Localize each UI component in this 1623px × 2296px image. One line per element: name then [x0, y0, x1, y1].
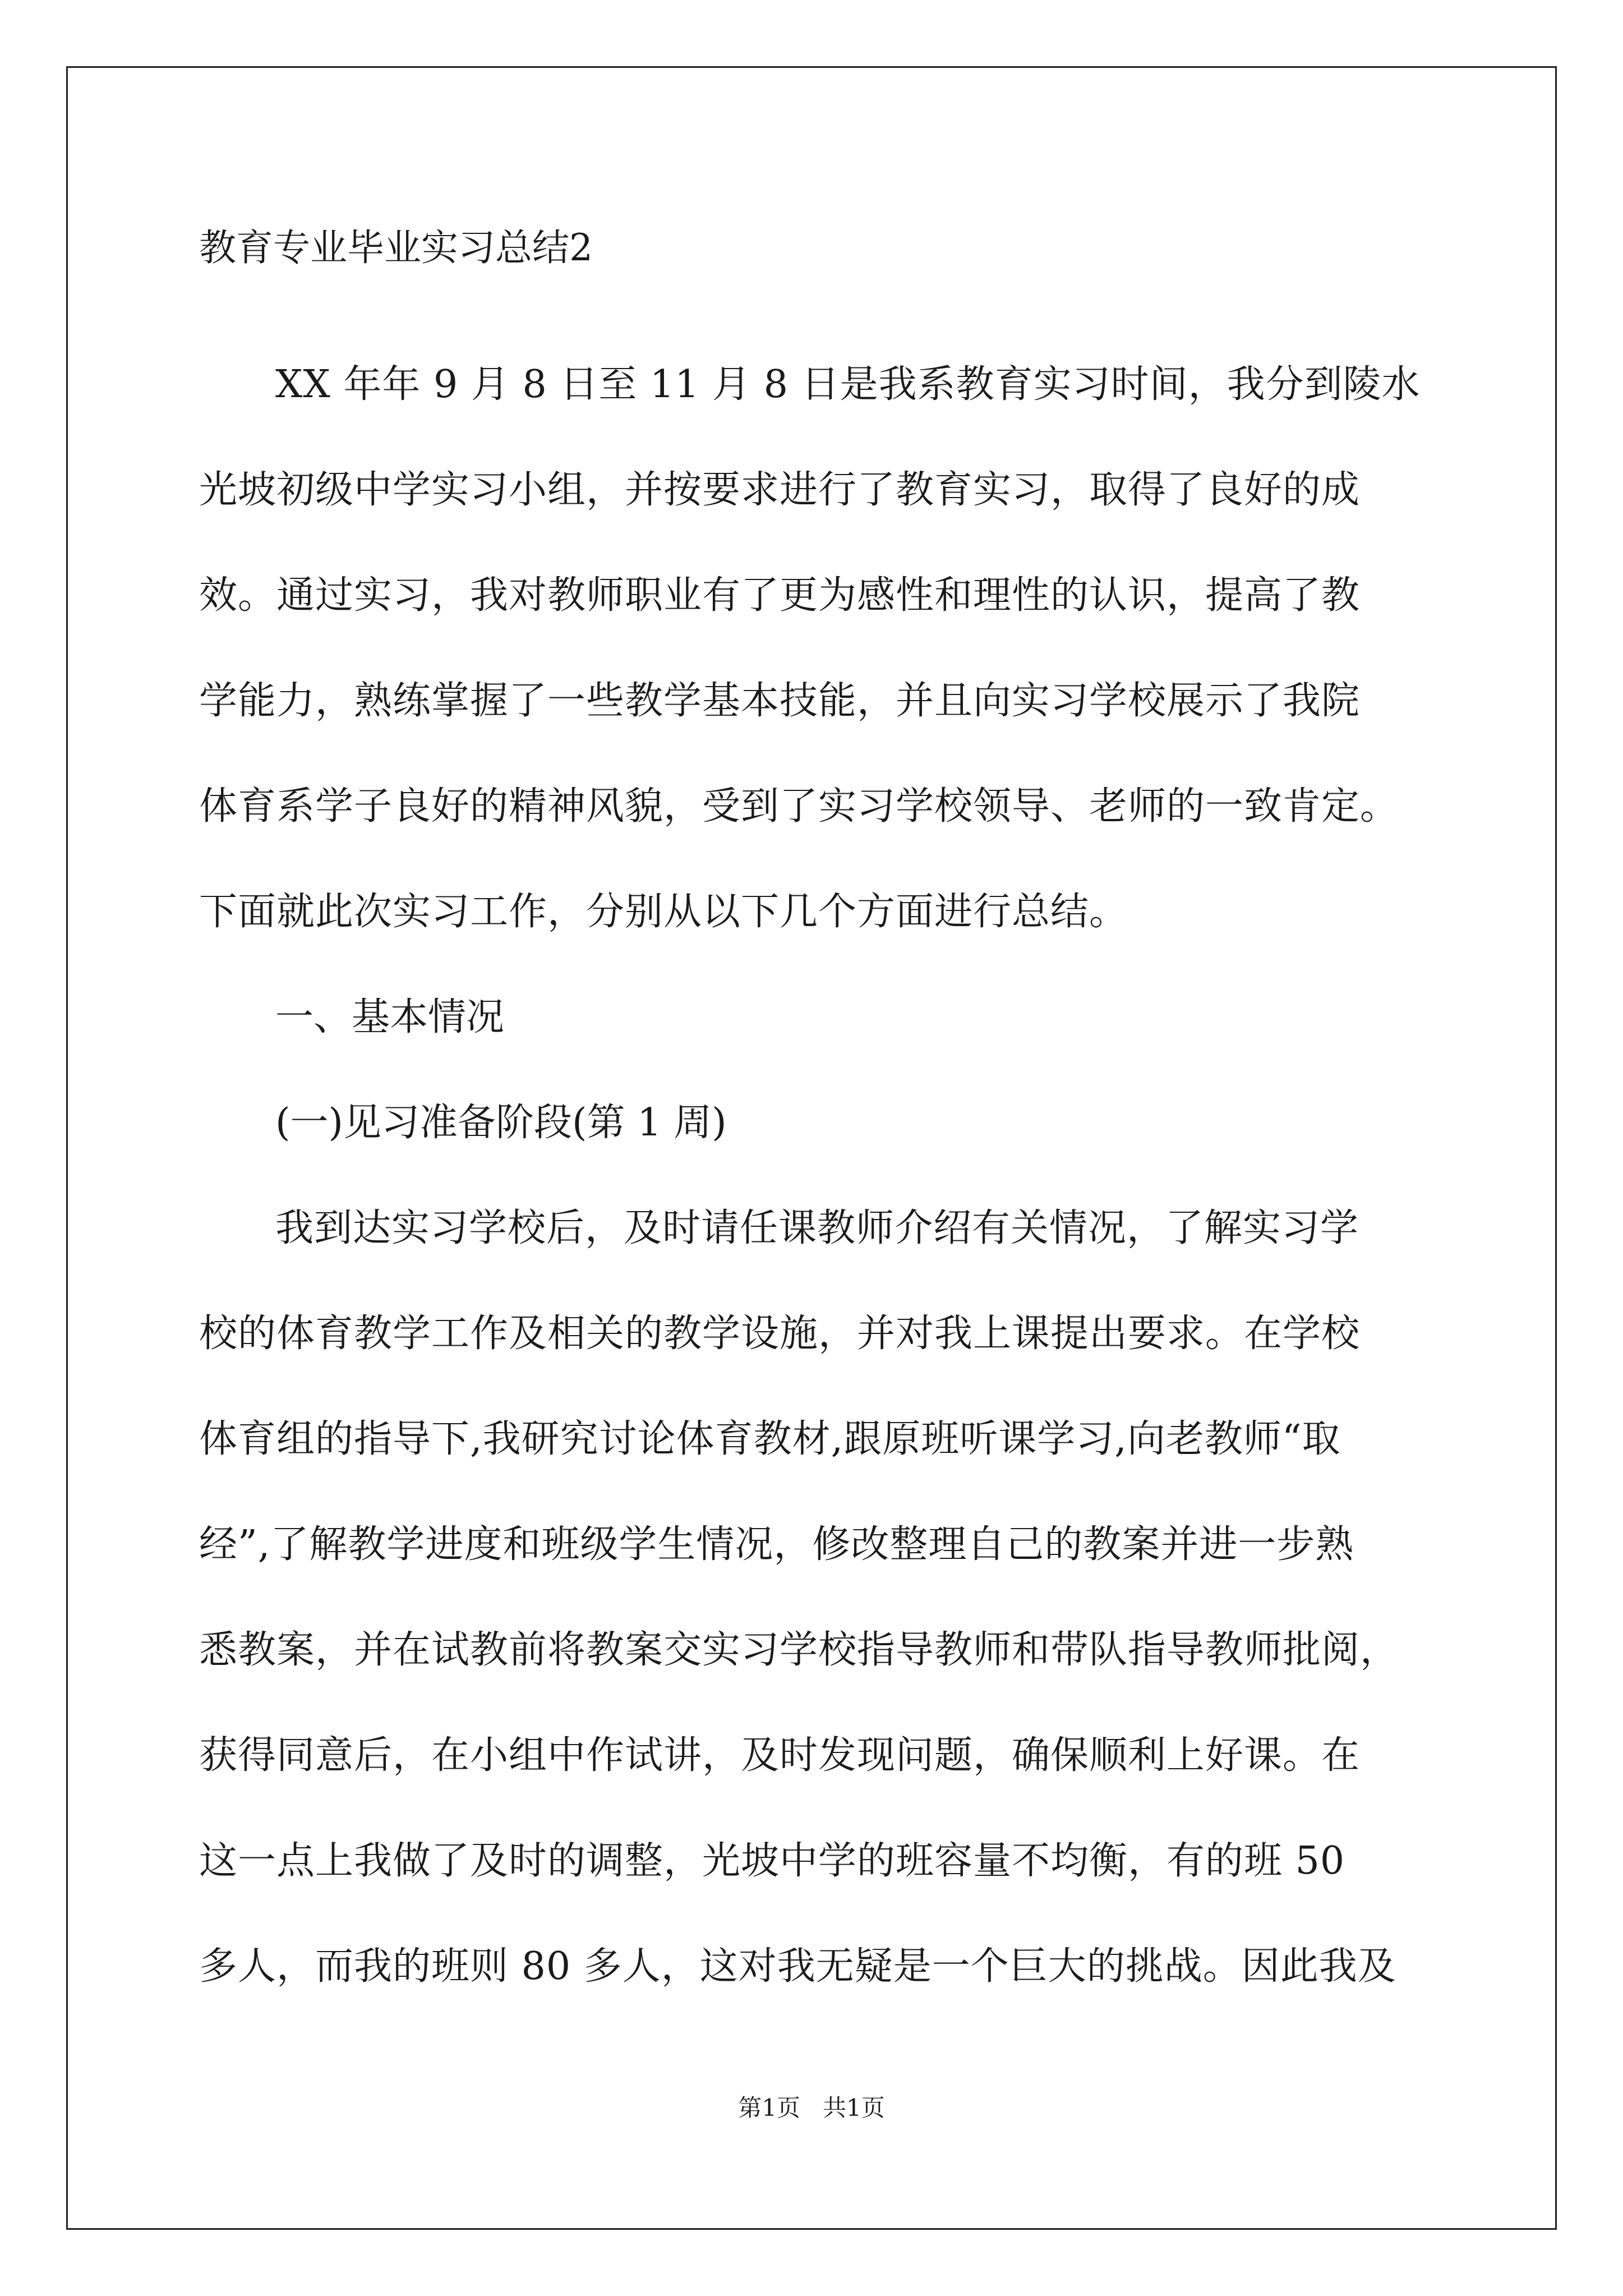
text-line: 下面就此次实习工作，分别从以下几个方面进行总结。 [199, 890, 1128, 934]
text-line: 我到达实习学校后，及时请任课教师介绍有关情况，了解实习学 [275, 1206, 1359, 1250]
text-line: 校的体育教学工作及相关的教学设施，并对我上课提出要求。在学校 [199, 1312, 1361, 1356]
section-heading: 一、基本情况 [275, 995, 505, 1039]
document-title: 教育专业毕业实习总结2 [199, 226, 593, 269]
intro-paragraph [199, 332, 1433, 965]
text-line: XX 年年 9 月 8 日至 11 月 8 日是我系教育实习时间，我分到陵水 [275, 362, 1421, 407]
text-line: 光坡初级中学实习小组，并按要求进行了教育实习，取得了良好的成 [199, 468, 1361, 512]
text-line: 这一点上我做了及时的调整，光坡中学的班容量不均衡，有的班 50 [199, 1839, 1345, 1883]
text-line: 体育组的指导下,我研究讨论体育教材,跟原班听课学习,向老教师“取 [199, 1417, 1341, 1461]
text-line: 效。通过实习，我对教师职业有了更为感性和理性的认识，提高了教 [199, 573, 1361, 618]
text-line: 获得同意后，在小组中作试讲，及时发现问题，确保顺利上好课。在 [199, 1733, 1361, 1778]
subsection-heading: (一)见习准备阶段(第 1 周) [275, 1101, 727, 1145]
text-line: 经”,了解教学进度和班级学生情况，修改整理自己的教案并进一步熟 [199, 1522, 1354, 1567]
body-paragraph [199, 1176, 1433, 2019]
document-body [199, 220, 1433, 2019]
page-footer: 第1页 共1页 [738, 2094, 885, 2122]
text-line: 学能力，熟练掌握了一些教学基本技能，并且向实习学校展示了我院 [199, 679, 1361, 723]
text-line: 多人，而我的班则 80 多人，这对我无疑是一个巨大的挑战。因此我及 [199, 1944, 1396, 1989]
text-line: 悉教案，并在试教前将教案交实习学校指导教师和带队指导教师批阅， [199, 1628, 1399, 1672]
text-line: 体育系学子良好的精神风貌，受到了实习学校领导、老师的一致肯定。 [199, 784, 1399, 829]
